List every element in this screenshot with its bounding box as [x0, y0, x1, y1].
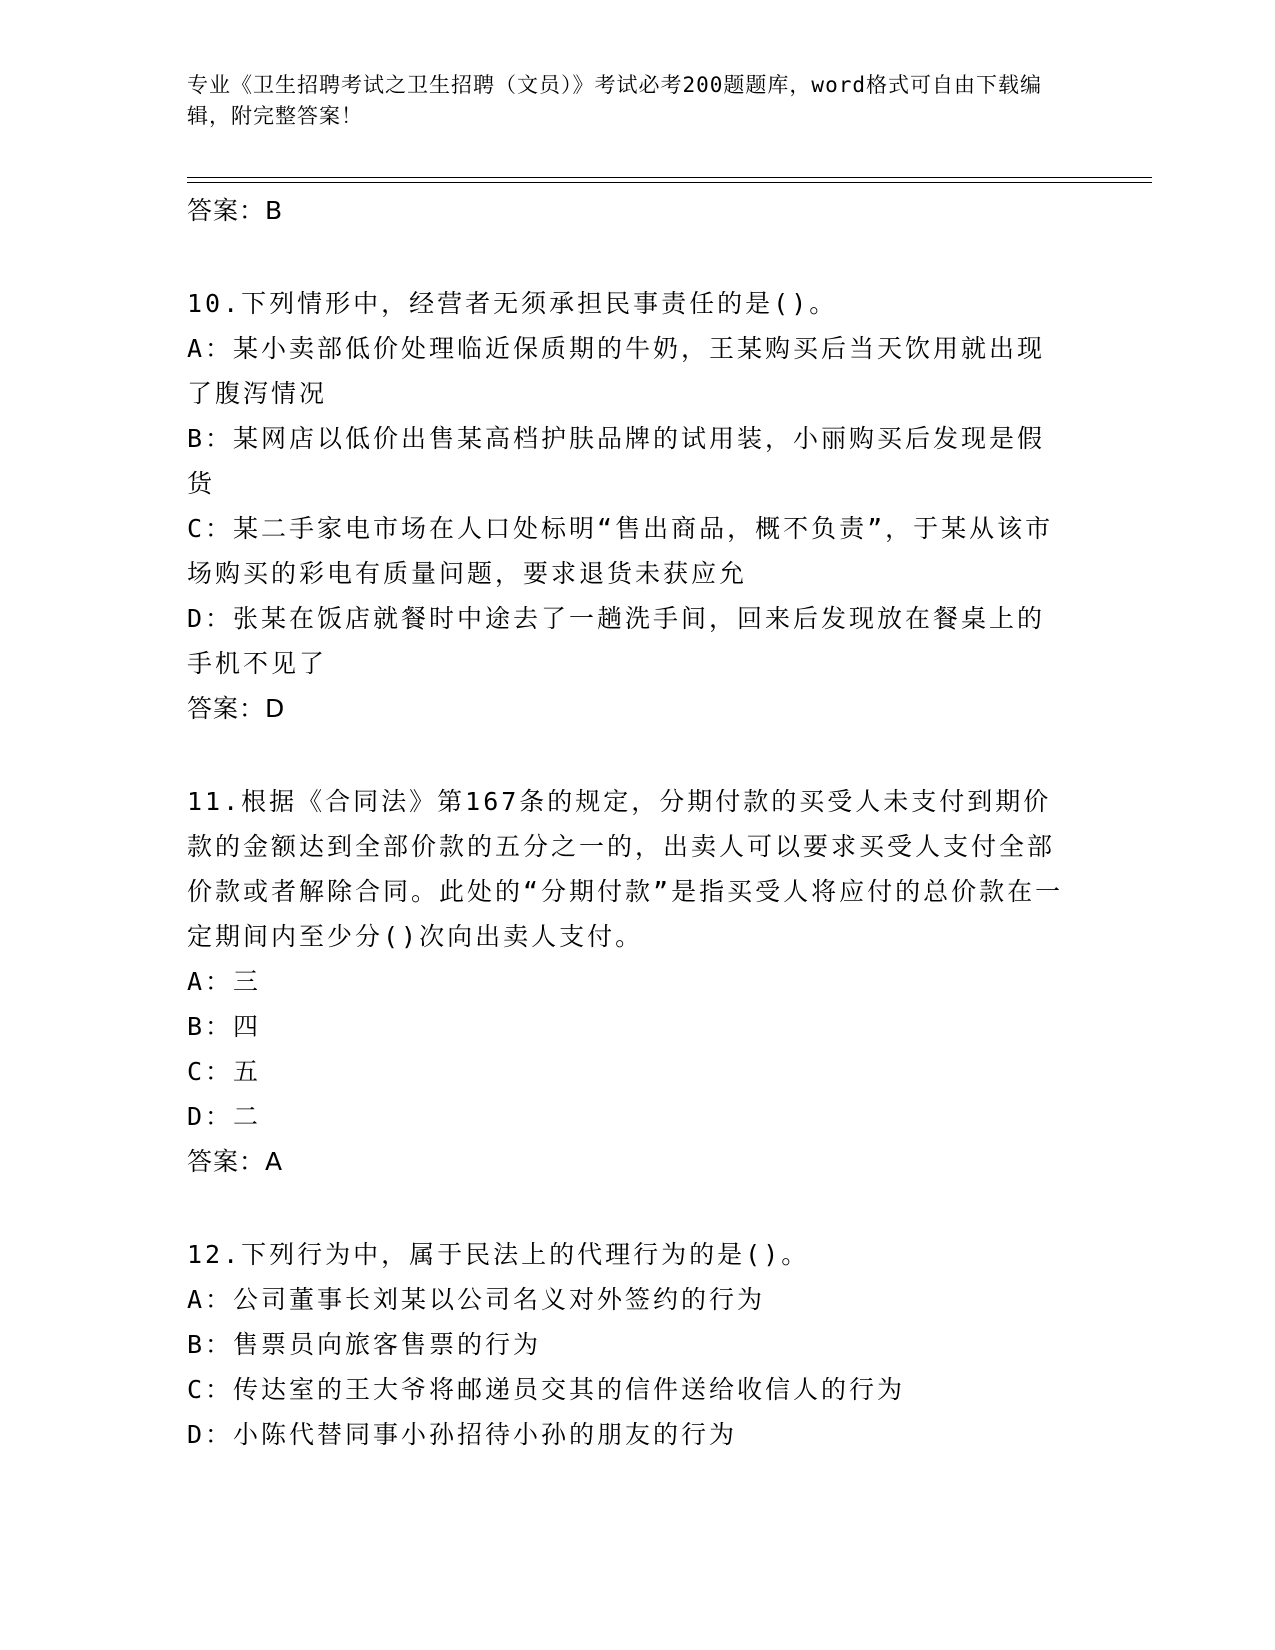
header-rule-top: [187, 177, 1152, 178]
question-10: [187, 281, 1067, 731]
question-text: 11.根据《合同法》第167条的规定，分期付款的买受人未支付到期价款的金额达到全部价款的五分之一的，出卖人可以要求买受人支付全部价款或者解除合同。此处的“分期付款”是指买受人将应付的总价款在一定期间内至少分()次向出卖人支付。: [187, 787, 1064, 951]
option-c: C：传达室的王大爷将邮递员交其的信件送给收信人的行为: [187, 1375, 906, 1404]
answer-line: 答案：B: [187, 196, 284, 225]
question-11: [187, 779, 1067, 1184]
option-c: C：某二手家电市场在人口处标明“售出商品，概不负责”，于某从该市场购买的彩电有质量问题，要求退货未获应允: [187, 514, 1054, 588]
option-d: D：小陈代替同事小孙招待小孙的朋友的行为: [187, 1420, 738, 1449]
page-header: 专业《卫生招聘考试之卫生招聘（文员）》考试必考200题题库，word格式可自由下载编辑，附完整答案！: [187, 73, 1042, 128]
answer-line: 答案：A: [187, 1147, 284, 1176]
option-b: B：四: [187, 1012, 262, 1041]
answer-line: 答案：D: [187, 694, 286, 723]
option-b: B：售票员向旅客售票的行为: [187, 1330, 542, 1359]
option-b: B：某网店以低价出售某高档护肤品牌的试用装，小丽购买后发现是假货: [187, 424, 1046, 498]
document-body: [187, 188, 1067, 1457]
header-rule-bottom: [187, 182, 1152, 183]
option-d: D：二: [187, 1102, 262, 1131]
question-12: [187, 1232, 1067, 1457]
option-c: C：五: [187, 1057, 262, 1086]
question-text: 12.下列行为中，属于民法上的代理行为的是()。: [187, 1240, 810, 1269]
option-a: A：三: [187, 967, 262, 996]
option-a: A：公司董事长刘某以公司名义对外签约的行为: [187, 1285, 766, 1314]
option-d: D：张某在饭店就餐时中途去了一趟洗手间，回来后发现放在餐桌上的手机不见了: [187, 604, 1046, 678]
question-text: 10.下列情形中，经营者无须承担民事责任的是()。: [187, 289, 838, 318]
option-a: A：某小卖部低价处理临近保质期的牛奶，王某购买后当天饮用就出现了腹泻情况: [187, 334, 1046, 408]
